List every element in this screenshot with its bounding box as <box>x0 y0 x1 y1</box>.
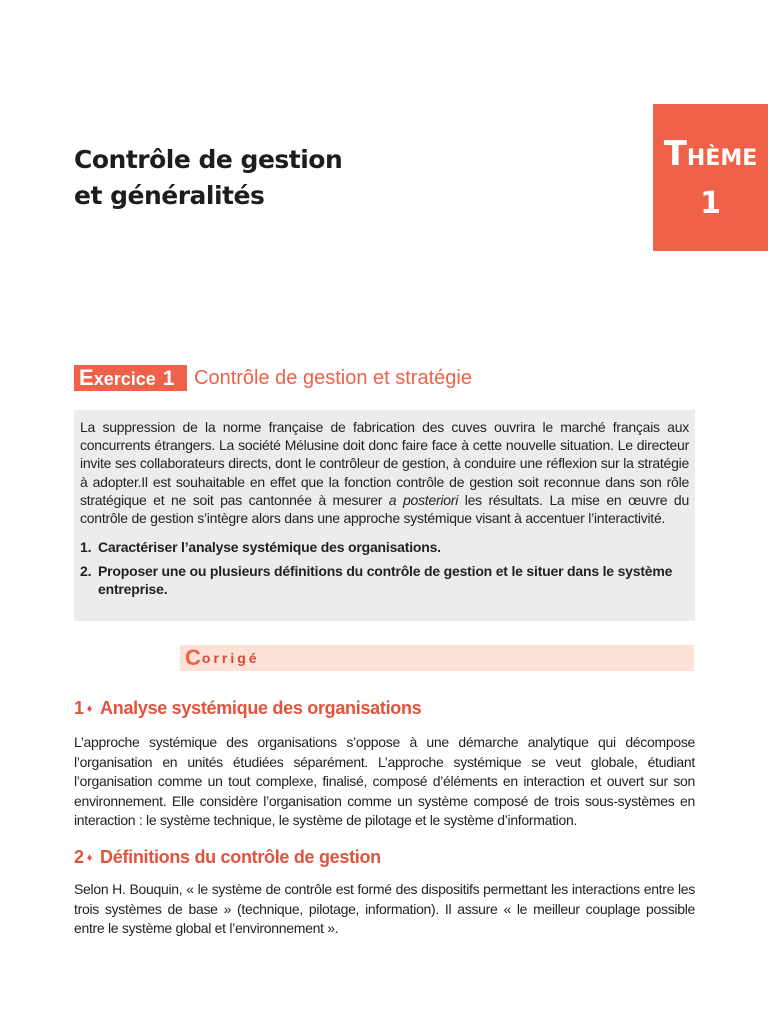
corrige-rest: orrigé <box>201 650 260 666</box>
question-item <box>80 538 689 557</box>
statement-italic: a posteriori <box>388 491 459 508</box>
exercise-title: Contrôle de gestion et stratégie <box>194 367 472 389</box>
exercise-statement <box>74 410 695 621</box>
corrige-first-letter: C <box>185 645 201 670</box>
theme-rest: HÈME <box>686 146 758 171</box>
chapter-title <box>74 142 342 214</box>
question-number: 2. <box>80 562 92 579</box>
section-2-body: Selon H. Bouquin, « le système de contrôle est formé des dispositifs permettant les interactions entre les trois systèmes de base » (technique, pilotage, information). Il assure « le meilleur couplage possible entre le système global et l’environnement ». <box>74 881 695 936</box>
theme-number: 1 <box>700 186 721 221</box>
section-1-body: L’approche systémique des organisations s’oppose à une démarche analytique qui décompose l’organisation en unités étudiées séparément. L’approche systémique se veut globale, étudiant l’organisation comme un tout complexe, finalisé, composé d’éléments en interaction et ouvert sur son environnement. Elle considère l’organisation comme un système composé de trois sous-systèmes en interaction : le système technique, le système de pilotage et le système d’information. <box>74 734 695 828</box>
question-text: Caractériser l’analyse systémique des organisations. <box>98 539 441 556</box>
theme-label <box>653 134 768 174</box>
chapter-title-line1: Contrôle de gestion <box>74 145 343 174</box>
diamond-bullet-icon: ♦ <box>86 703 93 715</box>
question-number: 1. <box>80 539 92 556</box>
statement-paragraph <box>80 418 689 527</box>
section-title: Définitions du contrôle de gestion <box>100 847 381 867</box>
question-item <box>80 562 689 599</box>
section-number: 2 <box>74 847 84 867</box>
statement-text-after: les résultats. La mise en œuvre du contrôle de gestion s’intègre alors dans une approche systémique visant à accentuer l’interactivité. <box>80 491 689 527</box>
exercise-number: 1 <box>162 367 175 390</box>
chapter-title-line2: et généralités <box>74 181 265 210</box>
section-heading-1 <box>74 696 421 721</box>
question-list <box>80 538 689 599</box>
section-heading-2 <box>74 845 381 870</box>
exercise-label: Exercice <box>79 365 156 390</box>
statement-text-before: La suppression de la norme française de fabrication des cuves ouvrira le marché français aux concurrents étrangers. La société Mélusine doit donc faire face à cette nouvelle situation. Le directeur invite ses collaborateurs directs, dont le contrôleur de gestion, à conduire une réflexion sur la stratégie à adopter.Il est souhaitable en effet que la fonction contrôle de gestion soit reconnue dans son rôle stratégique et ne soit pas cantonnée à mesurer <box>80 419 689 508</box>
section-number: 1 <box>74 698 84 718</box>
question-text: Proposer une ou plusieurs définitions du contrôle de gestion et le situer dans le système entreprise. <box>98 562 673 598</box>
theme-badge <box>653 104 768 251</box>
exercise-tag <box>74 365 187 391</box>
corrige-banner <box>180 645 694 671</box>
diamond-bullet-icon: ♦ <box>86 852 93 864</box>
section-title: Analyse systémique des organisations <box>100 698 422 718</box>
theme-first-letter: T <box>663 134 687 174</box>
